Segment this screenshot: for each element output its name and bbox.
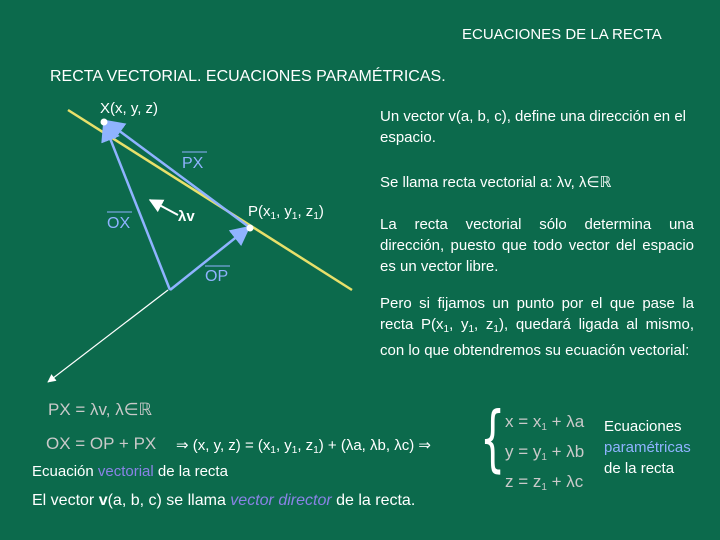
parametric-x: $x = x_1 + \lambda a$: [505, 412, 585, 433]
point-X: [101, 119, 108, 126]
equation-vectorial: ⇒ (x, y, $z) = (x_1$, $y_1$, $z_1) + (\lambda a$, λb, λc) ⇒: [176, 437, 431, 456]
paragraph-definition: Se llama recta vectorial a: λv, λ∈ℝ: [380, 174, 612, 191]
label-PX: PX: [182, 155, 204, 172]
label-lambda-v: λv: [178, 208, 195, 225]
parametric-y: $y = y_1 + \lambda b$: [505, 442, 585, 463]
section-subtitle: RECTA VECTORIAL. ECUACIONES PARAMÉTRICAS.: [50, 68, 446, 85]
parametric-label-line1: Ecuaciones: [604, 418, 682, 435]
axis-line: [48, 290, 168, 382]
final-sentence: El vector v(a, b, c) se llama vector director de la recta.: [32, 492, 416, 509]
parametric-label: [604, 416, 716, 479]
label-point-X: X(x, y, z): [100, 100, 159, 117]
label-OP: OP: [205, 268, 229, 285]
slide-title: ECUACIONES DE LA RECTA: [462, 26, 662, 43]
paragraph-free-vector: La recta vectorial sólo determina una dirección, puesto que todo vector del espacio es un vector libre.: [380, 216, 694, 275]
parametric-equations: [505, 410, 584, 500]
label-point-P: $P(x_1$, $y_1$, $z_1$): [248, 203, 324, 222]
equation-PX-lambda: PX = λv, λ∈ℝ: [48, 400, 153, 419]
brace-symbol: {: [480, 396, 506, 480]
paragraph-fixed-point: Pero si fijamos un punto por el que pase la recta $P(x_1$, $y_1$, $z_1$), quedará ligada al mismo, con lo que obtendremos su ecuación vectorial:: [380, 295, 695, 359]
caption-vectorial: Ecuación vectorial de la recta: [32, 463, 228, 480]
point-P: [247, 225, 254, 232]
parametric-label-line3: de la recta: [604, 460, 675, 477]
vector-lambda-v: [150, 200, 178, 215]
label-OX: OX: [107, 215, 131, 232]
parametric-z: $z = z_1 + \lambda c$: [505, 472, 584, 493]
paragraph-direction: Un vector v(a, b, c), define una dirección en el espacio.: [380, 108, 686, 146]
equation-OX-sum: OX = OP + PX: [46, 434, 157, 453]
parametric-label-line2: paramétricas: [604, 439, 691, 456]
